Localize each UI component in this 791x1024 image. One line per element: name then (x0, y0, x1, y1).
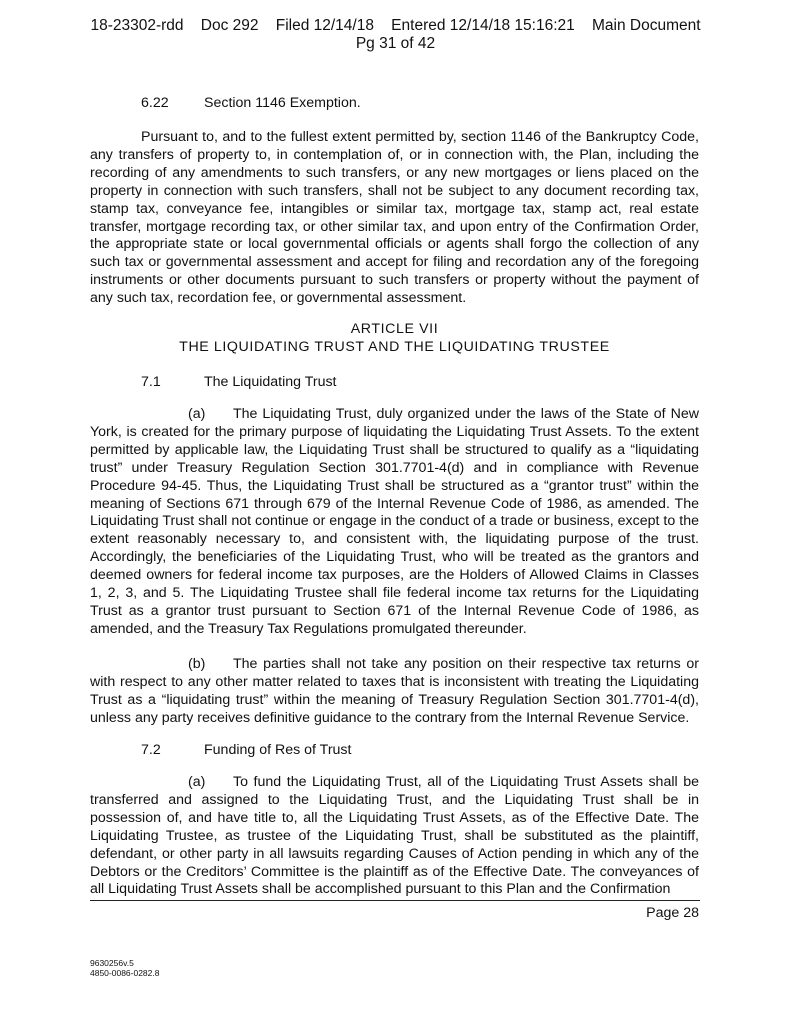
paragraph-label: (b) (188, 656, 206, 672)
paragraph-label: (a) (188, 406, 206, 422)
section-number: 6.22 (141, 95, 169, 111)
document-footer (90, 958, 159, 978)
section-7-2-a-paragraph (90, 774, 699, 899)
section-7-1-heading (141, 373, 337, 391)
section-title: Section 1146 Exemption. (204, 95, 361, 111)
article-heading (90, 320, 699, 356)
doc-id-primary: 9630256v.5 (90, 958, 134, 968)
article-number: ARTICLE VII (350, 321, 439, 337)
page-number: Page 28 (646, 905, 699, 921)
section-7-1-b-paragraph (90, 656, 699, 728)
footer-divider (90, 900, 700, 901)
article-title: THE LIQUIDATING TRUST AND THE LIQUIDATING TRUSTEE (179, 339, 610, 355)
paragraph-text: To fund the Liquidating Trust, all of the Liquidating Trust Assets shall be transferred and assigned to the Liquidating Trust, and the Liquidating Trust shall be in possession of, and have title to, all the Liquidating Trust Assets, as of the Effective Date. The Liquidating Trustee, as trustee of the Liquidating Trust, shall be substituted as the plaintiff, defendant, or other party in all lawsuits regarding Causes of Action pending in which any of the Debtors or the Creditors’ Committee is the plaintiff as of the Effective Date. The conveyances of all Liquidating Trust Assets shall be accomplished pursuant to this Plan and the Confirmation (90, 774, 699, 898)
filing-header (0, 17, 791, 53)
section-7-1-a-paragraph (90, 406, 699, 639)
section-number: 7.1 (141, 374, 161, 390)
filing-header-line1: 18-23302-rdd Doc 292 Filed 12/14/18 Entered 12/14/18 15:16:21 Main Document (90, 17, 701, 34)
paragraph-text: The Liquidating Trust, duly organized under the laws of the State of New York, is created for the primary purpose of liquidating the Liquidating Trust Assets. To the extent permitted by applicable law, the Liquidating Trust shall be structured to qualify as a “liquidating trust” under Treasury Regulation Section 301.7701-4(d) and in compliance with Revenue Procedure 94-45. Thus, the Liquidating Trust shall be structured as a “grantor trust” within the meaning of Sections 671 through 679 of the Internal Revenue Code of 1986, as amended. The Liquidating Trust shall not continue or engage in the conduct of a trade or business, except to the extent reasonably necessary to, and consistent with, the liquidating purpose of the trust. Accordingly, the beneficiaries of the Liquidating Trust, who will be treated as the grantors and deemed owners for federal income tax purposes, are the Holders of Allowed Claims in Classes 1, 2, 3, and 5. The Liquidating Trustee shall file federal income tax returns for the Liquidating Trust as a grantor trust pursuant to Section 671 of the Internal Revenue Code of 1986, as amended, and the Treasury Tax Regulations promulgated thereunder. (90, 406, 699, 637)
section-title: Funding of Res of Trust (204, 742, 352, 758)
doc-id-secondary: 4850-0086-0282.8 (90, 968, 160, 978)
filing-header-page-count: Pg 31 of 42 (355, 35, 436, 52)
section-title: The Liquidating Trust (204, 374, 337, 390)
section-6-22-body: Pursuant to, and to the fullest extent permitted by, section 1146 of the Bankruptcy Code, any transfers of property to, in contemplation of, or in connection with, the Plan, including the recording of any amendments to such transfers, or any new mortgages or liens placed on the property in connection with such transfers, shall not be subject to any document recording tax, stamp tax, conveyance fee, intangibles or similar tax, mortgage tax, stamp act, real estate transfer, mortgage recording tax, or other similar tax, and upon entry of the Confirmation Order, the appropriate state or local governmental officials or agents shall forgo the collection of any such tax or governmental assessment and accept for filing and recordation any of the foregoing instruments or other documents pursuant to such transfers or property without the payment of any such tax, recordation fee, or governmental assessment. (90, 129, 699, 307)
paragraph-text: The parties shall not take any position on their respective tax returns or with respect to any other matter related to taxes that is inconsistent with treating the Liquidating Trust as a “liquidating trust” within the meaning of Treasury Regulation Section 301.7701-4(d), unless any party receives definitive guidance to the contrary from the Internal Revenue Service. (90, 656, 699, 726)
section-number: 7.2 (141, 742, 161, 758)
paragraph-label: (a) (188, 774, 206, 790)
section-7-2-heading (141, 741, 351, 759)
section-6-22-heading (141, 94, 361, 112)
